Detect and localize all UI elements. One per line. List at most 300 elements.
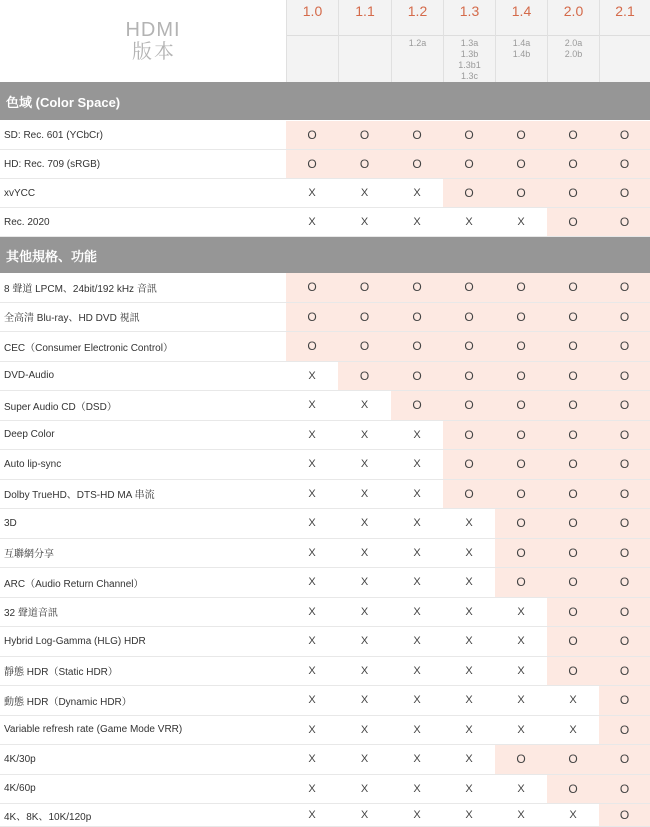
support-cell xyxy=(547,273,599,302)
feature-label: 3D xyxy=(4,517,17,529)
support-mark: X xyxy=(308,487,316,500)
support-cell xyxy=(338,627,391,656)
support-cell xyxy=(443,716,495,745)
support-mark: X xyxy=(308,782,316,795)
feature-label: xvYCC xyxy=(4,187,36,199)
support-mark: X xyxy=(517,782,525,795)
support-mark: X xyxy=(308,216,316,228)
support-cell xyxy=(391,121,443,149)
table-row xyxy=(0,480,650,510)
support-mark: O xyxy=(568,280,578,295)
support-cell xyxy=(391,273,443,302)
support-cell xyxy=(286,598,338,627)
support-cell xyxy=(599,598,650,627)
support-cell xyxy=(443,421,495,450)
support-mark: X xyxy=(308,187,316,199)
support-mark: O xyxy=(619,215,630,229)
support-mark: O xyxy=(568,663,578,678)
support-mark: O xyxy=(516,280,526,295)
support-cell xyxy=(547,627,599,656)
support-mark: O xyxy=(568,368,578,383)
support-cell xyxy=(338,332,391,361)
support-mark: O xyxy=(412,398,422,413)
table-row xyxy=(0,598,650,628)
support-cell xyxy=(599,362,650,391)
support-mark: X xyxy=(308,458,316,471)
support-cell xyxy=(286,568,338,597)
support-mark: X xyxy=(308,664,316,677)
version-label: 1.0 xyxy=(287,0,338,36)
support-cell xyxy=(286,273,338,302)
version-sub-list xyxy=(496,36,547,60)
support-cell xyxy=(599,150,650,178)
support-mark: O xyxy=(307,309,317,324)
support-mark: X xyxy=(360,694,369,707)
support-mark: X xyxy=(517,635,525,648)
table-row xyxy=(0,421,650,451)
support-mark: O xyxy=(568,157,578,171)
support-cell xyxy=(547,480,599,509)
feature-label: CEC（Consumer Electronic Control） xyxy=(4,342,173,354)
section-header xyxy=(0,237,650,273)
support-mark: X xyxy=(308,809,316,821)
support-cell xyxy=(495,804,547,826)
feature-label: Variable refresh rate (Game Mode VRR) xyxy=(4,724,183,736)
support-cell xyxy=(599,332,650,361)
table-row xyxy=(0,775,650,805)
support-mark: O xyxy=(516,309,526,324)
support-mark: O xyxy=(619,457,630,472)
support-mark: X xyxy=(465,576,473,589)
support-mark: O xyxy=(516,427,526,442)
support-cell xyxy=(286,627,338,656)
support-cell xyxy=(443,480,495,509)
table-row xyxy=(0,657,650,687)
support-cell xyxy=(547,450,599,479)
support-cell xyxy=(338,150,391,178)
support-mark: X xyxy=(465,694,473,707)
support-mark: O xyxy=(516,186,526,200)
support-cell xyxy=(547,598,599,627)
support-mark: O xyxy=(516,545,526,560)
support-mark: X xyxy=(360,809,369,821)
feature-label: Hybrid Log-Gamma (HLG) HDR xyxy=(4,635,146,647)
support-cell xyxy=(443,745,495,774)
support-cell xyxy=(443,391,495,420)
support-mark: O xyxy=(619,186,630,200)
feature-label: 8 聲道 LPCM、24bit/192 kHz 音訊 xyxy=(4,283,157,295)
support-cell xyxy=(338,179,391,207)
support-cell xyxy=(286,362,338,391)
support-mark: O xyxy=(359,339,370,354)
support-cell xyxy=(391,598,443,627)
version-label: 1.1 xyxy=(339,0,391,36)
support-mark: X xyxy=(308,546,316,559)
support-mark: X xyxy=(360,576,369,589)
support-mark: X xyxy=(308,428,316,441)
support-mark: X xyxy=(413,782,421,795)
support-mark: O xyxy=(516,128,526,142)
support-cell xyxy=(286,804,338,826)
support-mark: O xyxy=(516,398,526,413)
support-mark: X xyxy=(465,517,473,530)
feature-label: 靜態 HDR（Static HDR） xyxy=(4,667,118,679)
version-label: 2.1 xyxy=(600,0,650,36)
support-mark: O xyxy=(464,427,474,442)
support-mark: O xyxy=(568,752,578,767)
support-mark: O xyxy=(412,157,422,171)
support-mark: O xyxy=(464,398,474,413)
support-mark: X xyxy=(413,753,421,766)
table-row xyxy=(0,332,650,362)
support-mark: O xyxy=(619,398,630,413)
support-mark: O xyxy=(464,368,474,383)
support-mark: O xyxy=(619,486,630,501)
version-sub-label: 1.3c xyxy=(460,71,478,81)
support-mark: X xyxy=(465,605,473,618)
support-mark: O xyxy=(464,309,474,324)
support-cell xyxy=(338,362,391,391)
support-cell xyxy=(495,480,547,509)
support-mark: X xyxy=(360,723,369,736)
version-column-header xyxy=(599,0,650,82)
support-mark: X xyxy=(517,605,525,618)
table-row xyxy=(0,568,650,598)
support-cell xyxy=(443,539,495,568)
support-cell xyxy=(286,480,338,509)
support-cell xyxy=(495,121,547,149)
support-cell xyxy=(338,273,391,302)
support-cell xyxy=(391,568,443,597)
support-cell xyxy=(599,303,650,332)
support-cell xyxy=(443,362,495,391)
support-cell xyxy=(391,539,443,568)
support-cell xyxy=(599,391,650,420)
support-cell xyxy=(443,450,495,479)
support-mark: X xyxy=(465,723,473,736)
support-cell xyxy=(495,391,547,420)
support-mark: X xyxy=(413,576,421,589)
support-mark: X xyxy=(360,216,369,228)
support-mark: O xyxy=(619,427,630,442)
support-mark: X xyxy=(465,216,473,228)
support-cell xyxy=(599,686,650,715)
support-mark: O xyxy=(464,280,474,295)
support-cell xyxy=(547,179,599,207)
support-cell xyxy=(286,332,338,361)
support-mark: X xyxy=(308,517,316,530)
support-mark: X xyxy=(465,635,473,648)
section-title: 其他規格、功能 xyxy=(6,248,98,264)
support-mark: O xyxy=(464,157,474,171)
support-mark: O xyxy=(568,604,578,619)
support-cell xyxy=(547,657,599,686)
support-cell xyxy=(495,716,547,745)
support-cell xyxy=(443,568,495,597)
version-column-header xyxy=(547,0,599,82)
support-cell xyxy=(391,303,443,332)
support-mark: X xyxy=(569,723,577,736)
support-cell xyxy=(338,391,391,420)
support-mark: X xyxy=(465,753,473,766)
support-mark: O xyxy=(568,545,578,560)
support-cell xyxy=(338,598,391,627)
table-row xyxy=(0,627,650,657)
support-cell xyxy=(495,657,547,686)
version-sub-label: 1.3a xyxy=(460,38,479,48)
support-mark: X xyxy=(465,809,473,821)
support-cell xyxy=(495,627,547,656)
support-mark: X xyxy=(413,187,421,199)
support-cell xyxy=(443,686,495,715)
version-column-header xyxy=(495,0,547,82)
table-row xyxy=(0,121,650,150)
support-mark: O xyxy=(619,280,630,295)
support-cell xyxy=(286,421,338,450)
support-mark: O xyxy=(464,128,474,142)
support-cell xyxy=(443,121,495,149)
support-mark: O xyxy=(619,128,630,142)
support-mark: X xyxy=(517,216,525,228)
table-row xyxy=(0,745,650,775)
support-cell xyxy=(286,150,338,178)
table-row xyxy=(0,686,650,716)
support-cell xyxy=(286,179,338,207)
support-mark: X xyxy=(308,369,316,382)
support-cell xyxy=(599,450,650,479)
support-cell xyxy=(599,745,650,774)
support-cell xyxy=(338,421,391,450)
section-header xyxy=(0,82,650,120)
support-cell xyxy=(443,509,495,538)
support-mark: O xyxy=(464,186,474,200)
support-cell xyxy=(495,745,547,774)
support-mark: X xyxy=(413,664,421,677)
table-row xyxy=(0,208,650,237)
table-row xyxy=(0,273,650,303)
support-mark: O xyxy=(359,128,370,142)
support-mark: O xyxy=(516,575,526,590)
support-cell xyxy=(547,804,599,826)
feature-label: 32 聲道音訊 xyxy=(4,608,58,620)
support-cell xyxy=(495,273,547,302)
support-mark: O xyxy=(619,309,630,324)
support-cell xyxy=(495,208,547,236)
support-cell xyxy=(547,421,599,450)
support-mark: X xyxy=(360,605,369,618)
table-row xyxy=(0,303,650,333)
support-cell xyxy=(443,775,495,804)
support-mark: O xyxy=(568,128,578,142)
support-cell xyxy=(338,568,391,597)
feature-label: Deep Color xyxy=(4,429,55,441)
support-cell xyxy=(547,568,599,597)
support-cell xyxy=(443,208,495,236)
support-mark: X xyxy=(413,487,421,500)
support-cell xyxy=(391,804,443,826)
version-sub-list xyxy=(444,36,495,82)
support-cell xyxy=(338,450,391,479)
version-sub-label: 2.0a xyxy=(564,38,583,48)
support-cell xyxy=(286,775,338,804)
support-mark: X xyxy=(360,753,369,766)
version-column-header xyxy=(286,0,338,82)
support-mark: O xyxy=(464,457,474,472)
support-cell xyxy=(391,362,443,391)
support-mark: O xyxy=(619,722,630,737)
support-cell xyxy=(286,539,338,568)
support-cell xyxy=(443,332,495,361)
support-mark: X xyxy=(308,399,316,412)
support-cell xyxy=(495,568,547,597)
support-cell xyxy=(443,179,495,207)
support-mark: X xyxy=(413,694,421,707)
support-mark: X xyxy=(360,428,369,441)
support-cell xyxy=(547,509,599,538)
version-sub-list xyxy=(548,36,599,60)
feature-label: Dolby TrueHD、DTS-HD MA 串流 xyxy=(4,490,155,502)
support-mark: O xyxy=(619,545,630,560)
support-mark: X xyxy=(413,216,421,228)
feature-label: ARC（Audio Return Channel） xyxy=(4,578,144,590)
version-sub-label: 2.0b xyxy=(564,49,583,59)
section-title: 色域 (Color Space) xyxy=(6,94,121,110)
support-cell xyxy=(495,775,547,804)
support-cell xyxy=(391,391,443,420)
support-mark: O xyxy=(516,368,526,383)
table-title xyxy=(0,0,286,82)
support-cell xyxy=(286,303,338,332)
table-row xyxy=(0,362,650,392)
feature-label: 4K/60p xyxy=(4,783,36,795)
version-column-header xyxy=(391,0,443,82)
support-cell xyxy=(286,121,338,149)
support-cell xyxy=(599,539,650,568)
support-cell xyxy=(599,480,650,509)
support-mark: O xyxy=(516,157,526,171)
support-cell xyxy=(338,657,391,686)
support-mark: O xyxy=(619,634,630,649)
support-cell xyxy=(547,539,599,568)
version-sub-list xyxy=(600,36,650,38)
support-cell xyxy=(599,179,650,207)
support-cell xyxy=(599,509,650,538)
support-cell xyxy=(391,421,443,450)
support-mark: X xyxy=(308,635,316,648)
title-line-1: HDMI xyxy=(125,19,181,41)
support-cell xyxy=(443,273,495,302)
support-cell xyxy=(547,391,599,420)
table-row xyxy=(0,716,650,746)
support-mark: O xyxy=(568,339,578,354)
support-mark: O xyxy=(307,280,317,295)
support-cell xyxy=(338,716,391,745)
support-mark: O xyxy=(568,215,578,229)
support-mark: X xyxy=(413,546,421,559)
feature-label: 4K、8K、10K/120p xyxy=(4,811,92,823)
support-cell xyxy=(391,775,443,804)
support-cell xyxy=(599,208,650,236)
table-row xyxy=(0,509,650,539)
support-mark: X xyxy=(308,694,316,707)
support-mark: O xyxy=(412,128,422,142)
support-mark: O xyxy=(619,575,630,590)
support-mark: X xyxy=(360,399,369,412)
support-mark: X xyxy=(360,458,369,471)
support-cell xyxy=(495,362,547,391)
feature-label: SD: Rec. 601 (YCbCr) xyxy=(4,129,103,141)
support-mark: O xyxy=(568,186,578,200)
support-cell xyxy=(391,450,443,479)
support-cell xyxy=(391,745,443,774)
support-mark: O xyxy=(568,457,578,472)
table-row xyxy=(0,539,650,569)
support-mark: X xyxy=(413,809,421,821)
version-sub-list xyxy=(287,36,338,38)
support-mark: O xyxy=(619,368,630,383)
support-mark: O xyxy=(412,280,422,295)
support-mark: O xyxy=(568,634,578,649)
support-mark: O xyxy=(568,427,578,442)
support-cell xyxy=(286,657,338,686)
support-mark: X xyxy=(360,782,369,795)
version-label: 2.0 xyxy=(548,0,599,36)
support-cell xyxy=(391,179,443,207)
support-cell xyxy=(286,686,338,715)
version-sub-list xyxy=(392,36,443,49)
support-cell xyxy=(338,539,391,568)
support-mark: X xyxy=(413,428,421,441)
support-cell xyxy=(391,627,443,656)
version-label: 1.4 xyxy=(496,0,547,36)
support-mark: X xyxy=(308,753,316,766)
support-cell xyxy=(547,686,599,715)
support-mark: O xyxy=(619,808,630,822)
support-mark: O xyxy=(464,339,474,354)
feature-label: 互聯網分享 xyxy=(4,549,54,561)
support-cell xyxy=(599,775,650,804)
version-sub-label: 1.4a xyxy=(512,38,531,48)
support-mark: X xyxy=(308,576,316,589)
support-cell xyxy=(547,208,599,236)
support-mark: O xyxy=(619,339,630,354)
support-cell xyxy=(391,509,443,538)
support-mark: X xyxy=(360,664,369,677)
support-cell xyxy=(443,657,495,686)
support-cell xyxy=(391,150,443,178)
support-mark: X xyxy=(360,546,369,559)
support-cell xyxy=(599,657,650,686)
support-cell xyxy=(391,686,443,715)
support-cell xyxy=(495,539,547,568)
support-mark: X xyxy=(308,605,316,618)
support-cell xyxy=(338,804,391,826)
support-mark: O xyxy=(568,781,578,796)
title-line-2: 版本 xyxy=(132,41,176,63)
version-column-header xyxy=(338,0,391,82)
version-sub-label: 1.2a xyxy=(408,38,427,48)
support-mark: O xyxy=(359,368,370,383)
support-cell xyxy=(286,391,338,420)
support-mark: X xyxy=(465,664,473,677)
support-cell xyxy=(495,450,547,479)
support-cell xyxy=(547,362,599,391)
support-mark: X xyxy=(413,517,421,530)
support-mark: X xyxy=(465,782,473,795)
table-row xyxy=(0,179,650,208)
support-cell xyxy=(338,509,391,538)
support-mark: O xyxy=(516,752,526,767)
